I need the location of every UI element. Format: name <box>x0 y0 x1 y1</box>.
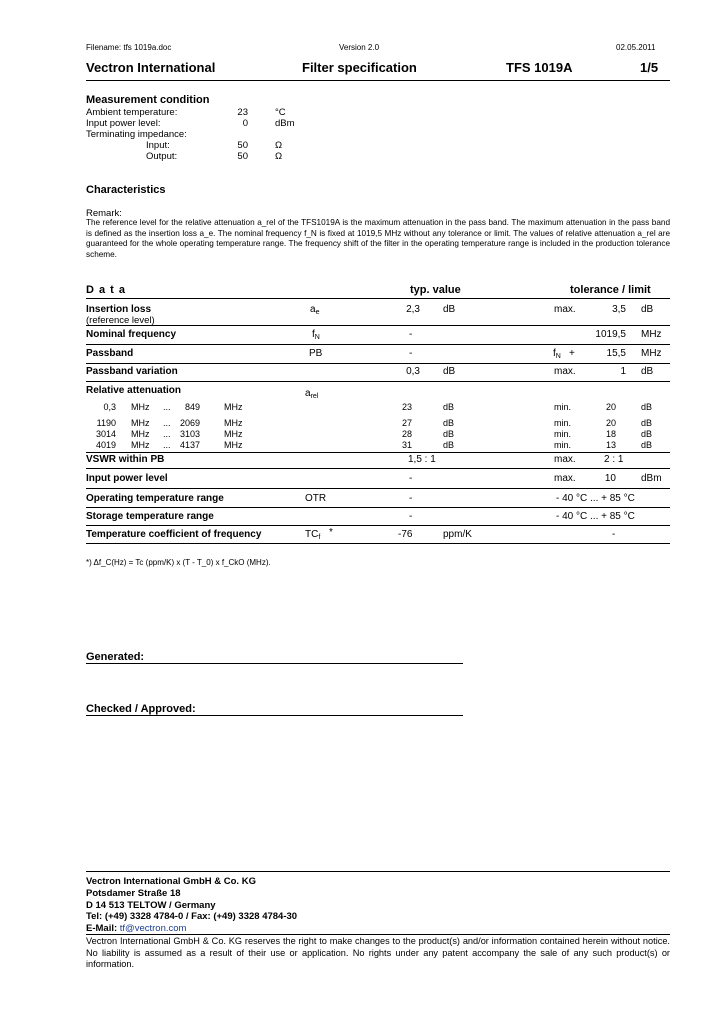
tolerance-header: tolerance / limit <box>570 284 651 296</box>
generated-signature-line <box>86 663 463 664</box>
footer-company: Vectron International GmbH & Co. KG <box>86 876 256 887</box>
divider-9 <box>86 525 670 526</box>
checked-approved-label: Checked / Approved: <box>86 703 196 715</box>
impedance-output-row: Output: 50 Ω <box>146 151 283 162</box>
part-number: TFS 1019A <box>506 60 573 75</box>
checked-signature-line <box>86 715 463 716</box>
passband-variation-row: Passband variation 0,3 dB max. 1 dB <box>86 366 654 377</box>
generated-label: Generated: <box>86 651 145 663</box>
measurement-row-temp: Ambient temperature: 23 °C <box>86 107 286 118</box>
divider-6 <box>86 468 670 469</box>
footer-divider <box>86 871 670 872</box>
footer-street: Potsdamer Straße 18 <box>86 888 181 899</box>
email-link[interactable]: tf@vectron.com <box>119 923 187 934</box>
passband-row: Passband PB - $f_N$ + 15,5 MHz <box>86 348 662 360</box>
company-title: Vectron International <box>86 60 216 75</box>
divider-3 <box>86 363 670 364</box>
terminating-impedance-label: Terminating impedance: <box>86 129 187 140</box>
version-label: Version 2.0 <box>339 43 380 52</box>
divider-5 <box>86 452 670 453</box>
page-number: 1/5 <box>640 60 659 75</box>
storage-temperature-row: Storage temperature range - - 40 °C ... + 85 °C <box>86 511 635 522</box>
document-type: Filter specification <box>302 60 417 75</box>
footnote: *) Δf_C(Hz) = Tc (ppm/K) x (T - T_0) x f_CkO (MHz). <box>86 558 271 567</box>
divider-8 <box>86 507 670 508</box>
filename-label: Filename: tfs 1019a.doc <box>86 43 172 52</box>
attenuation-row-2: 1190 MHz ... 2069 MHz 27 dB min. 20 dB <box>96 418 653 428</box>
header-divider <box>86 80 670 81</box>
footer-disclaimer: Vectron International GmbH & Co. KG reserves the right to make changes to the product(s) and/or information contained herein without notice. No liability is assumed as a result of their use or application. No rights under any patent accompany the sale of any such product(s) or information. <box>86 936 670 969</box>
divider-1 <box>86 325 670 326</box>
characteristics-title: Characteristics <box>86 184 166 196</box>
vswr-row: VSWR within PB 1,5 : 1 max. 2 : 1 <box>86 454 624 465</box>
remark-text: The reference level for the relative attenuation a_rel of the TFS1019A is the maximum attenuation in the pass band. The maximum attenuation in the pass band is defined as the insertion loss a_e. The nominal frequency f_N is fixed at 1019,5 MHz without any tolerance or limit. The values of relative attenuation a_rel are guaranteed for the whole operating temperature range. The frequency shift of the filter in the operating temperature range is included in the production tolerance scheme. <box>86 218 670 259</box>
input-power-row: Input power level - max. 10 dBm <box>86 473 662 484</box>
footer-email-divider <box>86 934 670 935</box>
insertion-loss-sublabel: (reference level) <box>86 315 155 326</box>
nominal-frequency-row: Nominal frequency $f_N$ - 1019,5 MHz <box>86 329 662 341</box>
tc-frequency-row: Temperature coefficient of frequency $TC_f$ * -76 ppm/K - <box>86 527 616 541</box>
footer-phone-fax: Tel: (+49) 3328 4784-0 / Fax: (+49) 3328 4784-30 <box>86 911 298 922</box>
measurement-row-power: Input power level: 0 dBm <box>86 118 295 129</box>
attenuation-row-4: 4019 MHz ... 4137 MHz 31 dB min. 13 dB <box>95 440 653 450</box>
footer-city: D 14 513 TELTOW / Germany <box>86 900 216 911</box>
typ-value-header: typ. value <box>410 284 461 296</box>
data-header-divider <box>86 298 670 299</box>
remark-label: Remark: <box>86 208 122 219</box>
attenuation-row-1: 0,3 MHz ... 849 MHz 23 dB min. 20 dB <box>103 402 653 412</box>
measurement-title: Measurement condition <box>86 94 210 106</box>
insertion-loss-row: Insertion loss $a_e$ 2,3 dB max. 3,5 dB <box>86 304 654 316</box>
divider-7 <box>86 488 670 489</box>
date-label: 02.05.2011 <box>616 43 656 52</box>
impedance-input-row: Input: 50 Ω <box>146 140 283 151</box>
data-title: D a t a <box>86 284 127 296</box>
operating-temperature-row: Operating temperature range OTR - - 40 °C ... + 85 °C <box>86 493 635 504</box>
divider-4 <box>86 381 670 382</box>
attenuation-row-3: 3014 MHz ... 3103 MHz 28 dB min. 18 dB <box>95 429 653 439</box>
divider-2 <box>86 344 670 345</box>
divider-10 <box>86 543 670 544</box>
relative-attenuation-row: Relative attenuation $a_{rel}$ <box>86 385 319 400</box>
footer-email: E-Mail: tf@vectron.com <box>86 923 187 934</box>
